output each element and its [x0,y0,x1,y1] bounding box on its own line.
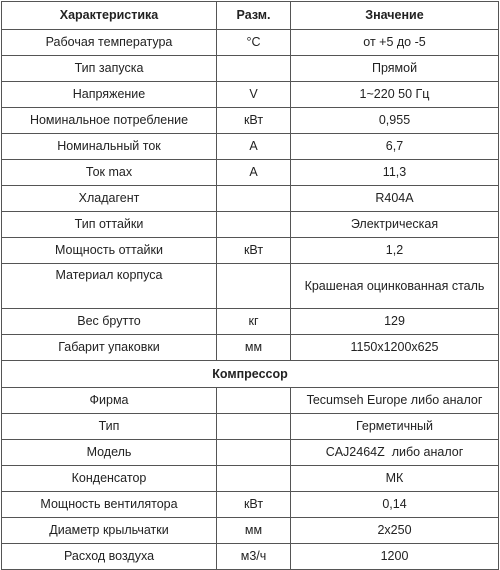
row-unit: мм [217,518,291,544]
row-name: Расход воздуха [2,544,217,570]
table-row [2,238,499,264]
row-unit [217,466,291,492]
row-unit: V [217,82,291,108]
table-row [2,492,499,518]
row-unit [217,388,291,414]
row-unit: м3/ч [217,544,291,570]
table-row [2,335,499,361]
row-name: Хладагент [2,186,217,212]
row-value: 0,955 [291,108,499,134]
row-unit [217,212,291,238]
table-row [2,309,499,335]
row-value: Электрическая [291,212,499,238]
table-row [2,186,499,212]
table-row [2,414,499,440]
row-unit [217,186,291,212]
row-value: МК [291,466,499,492]
row-unit: A [217,134,291,160]
table-row [2,388,499,414]
row-unit: кг [217,309,291,335]
section-title: Компрессор [2,361,499,388]
row-unit: кВт [217,108,291,134]
row-value: от +5 до -5 [291,30,499,56]
row-value: 11,3 [291,160,499,186]
row-value: 1,2 [291,238,499,264]
row-name: Фирма [2,388,217,414]
table-row [2,56,499,82]
row-name: Тип запуска [2,56,217,82]
row-value: Герметичный [291,414,499,440]
row-name: Ток max [2,160,217,186]
row-name: Диаметр крыльчатки [2,518,217,544]
row-name: Тип оттайки [2,212,217,238]
row-name: Материал корпуса [2,264,217,309]
row-value: 2x250 [291,518,499,544]
row-value: 1~220 50 Гц [291,82,499,108]
table-row [2,440,499,466]
table-row [2,518,499,544]
row-value: CAJ2464Z либо аналог [291,440,499,466]
row-unit: кВт [217,492,291,518]
table-row [2,134,499,160]
table-row [2,108,499,134]
row-value: 6,7 [291,134,499,160]
table-header-row [2,2,499,30]
row-value: R404A [291,186,499,212]
row-value: 0,14 [291,492,499,518]
row-name: Модель [2,440,217,466]
table-row [2,466,499,492]
row-unit [217,414,291,440]
row-value: 1150x1200x625 [291,335,499,361]
row-name: Конденсатор [2,466,217,492]
row-name: Габарит упаковки [2,335,217,361]
row-value: Прямой [291,56,499,82]
row-name: Номинальное потребление [2,108,217,134]
row-unit: A [217,160,291,186]
table-row [2,82,499,108]
row-name: Номинальный ток [2,134,217,160]
row-unit: кВт [217,238,291,264]
row-name: Мощность вентилятора [2,492,217,518]
row-name: Напряжение [2,82,217,108]
header-unit: Разм. [217,2,291,30]
table-row [2,212,499,238]
table-row [2,264,499,309]
spec-table [1,1,499,570]
row-value: 129 [291,309,499,335]
row-unit: °C [217,30,291,56]
row-unit [217,56,291,82]
row-unit [217,264,291,309]
row-unit: мм [217,335,291,361]
row-value: Крашеная оцинкованная сталь [291,264,499,309]
row-value: Tecumseh Europe либо аналог [291,388,499,414]
row-unit [217,440,291,466]
row-name: Мощность оттайки [2,238,217,264]
table-row [2,30,499,56]
table-row [2,160,499,186]
section-row [2,361,499,388]
header-characteristic: Характеристика [2,2,217,30]
row-name: Тип [2,414,217,440]
header-value: Значение [291,2,499,30]
row-name: Вес брутто [2,309,217,335]
row-name: Рабочая температура [2,30,217,56]
row-value: 1200 [291,544,499,570]
